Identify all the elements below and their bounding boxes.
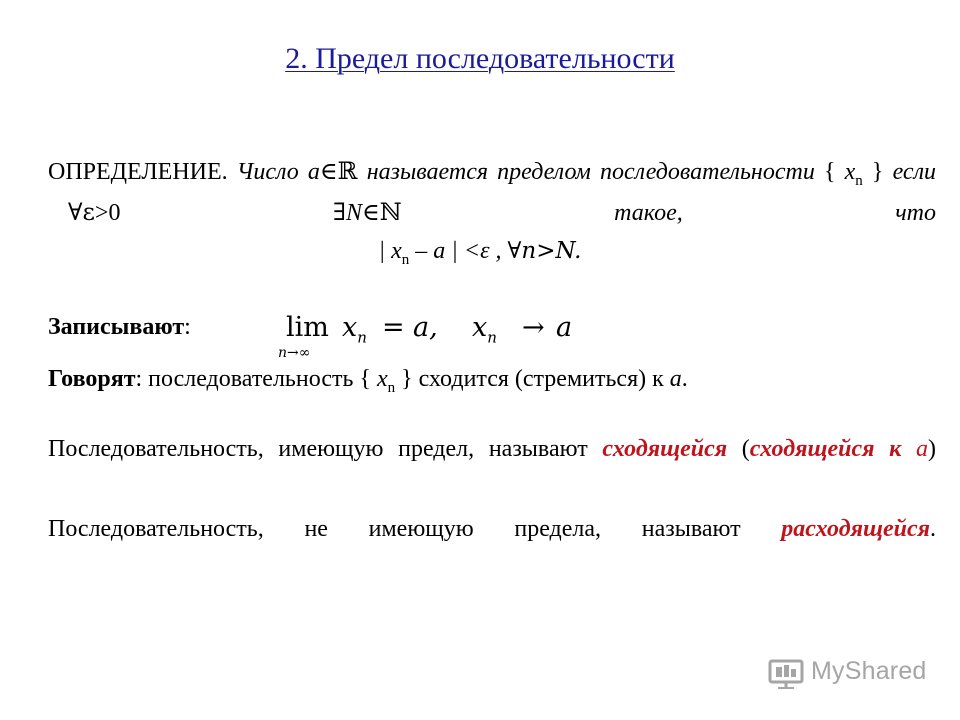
definition-text-3: последовательности	[599, 159, 815, 185]
equals-sign: =	[382, 312, 405, 343]
notation-label: Записывают	[48, 314, 185, 340]
seq-open-brace: {	[823, 159, 836, 185]
definition-text-5: такое, что	[614, 200, 936, 226]
speak-var-a: a	[669, 366, 682, 392]
speak-label: Говорят	[48, 366, 136, 392]
convergent-paren-open: (	[741, 436, 750, 462]
convergent-paren-close: )	[928, 436, 937, 462]
element-of-symbol: ∈	[319, 157, 338, 185]
formula-x2-var: x	[472, 312, 488, 343]
forall-n: ∀n>N.	[507, 238, 582, 264]
cond-var-x: x	[391, 238, 402, 264]
less-than-eps: <ε ,	[463, 238, 502, 264]
lim-operator: lim	[286, 312, 329, 343]
convergent-term: сходящейся	[602, 436, 728, 462]
minus-sign: –	[415, 238, 428, 264]
divergent-text: Последовательность, не имеющую предела, называют	[48, 516, 741, 542]
formula-a-2: a	[556, 312, 573, 343]
presentation-board-icon	[767, 659, 807, 689]
arrow-symbol: →	[522, 312, 545, 343]
speak-close-brace: }	[401, 366, 413, 392]
notation-colon: :	[184, 314, 191, 340]
seq-close-brace: }	[871, 159, 884, 185]
cond-var-a: a	[433, 238, 446, 264]
cond-subscript-n: n	[401, 252, 410, 268]
reals-symbol: ℝ	[337, 157, 358, 185]
convergent-text: Последовательность, имеющую предел, называют	[48, 436, 588, 462]
definition-label: ОПРЕДЕЛЕНИЕ.	[48, 159, 228, 185]
formula-x-var: x	[342, 312, 358, 343]
exists-symbol: ∃	[332, 198, 346, 226]
divergent-end: .	[930, 516, 936, 542]
formula-x-sub: n	[357, 328, 367, 347]
definition-text-1: Число	[236, 159, 299, 185]
speak-subscript-n: n	[387, 380, 396, 396]
lim-subscript: n→∞	[278, 345, 311, 361]
speak-text-2: сходится (стремиться) к	[418, 366, 664, 392]
condition-line	[0, 236, 960, 276]
myshared-logo	[767, 655, 927, 691]
formula-x	[342, 312, 367, 346]
formula-x-2	[472, 312, 497, 346]
speak-var-x: x	[376, 366, 388, 392]
seq-subscript-n: n	[855, 173, 863, 189]
convergent-var-a: a	[916, 436, 929, 462]
naturals-symbol: ℕ	[379, 198, 402, 226]
convergent-paragraph	[48, 434, 936, 465]
definition-paragraph	[48, 156, 936, 229]
convergent-term-2: сходящейся к	[749, 436, 902, 462]
var-a: a	[307, 159, 320, 185]
speak-end: .	[681, 366, 688, 392]
formula-a: a,	[413, 312, 438, 343]
logo-text: MyShared	[811, 657, 927, 685]
seq-var-x: x	[844, 159, 856, 185]
slide-title: 2. Предел последовательности	[285, 42, 675, 75]
forall-eps: ∀ε	[68, 198, 95, 226]
element-of-symbol-2: ∈	[361, 198, 380, 226]
var-N: N	[345, 200, 362, 226]
definition-text-4: если	[892, 159, 937, 185]
speak-line	[48, 364, 916, 404]
speak-text-1: : последовательность	[135, 366, 354, 392]
limit-formula	[278, 312, 586, 361]
divergent-term: расходящейся	[781, 516, 930, 542]
abs-open: |	[378, 238, 386, 264]
formula-x2-sub: n	[487, 328, 497, 347]
gt-zero: >0	[94, 200, 121, 226]
abs-close: |	[451, 238, 458, 264]
definition-text-2: называется пределом	[366, 159, 591, 185]
speak-open-brace: {	[359, 366, 371, 392]
divergent-paragraph	[48, 514, 936, 545]
